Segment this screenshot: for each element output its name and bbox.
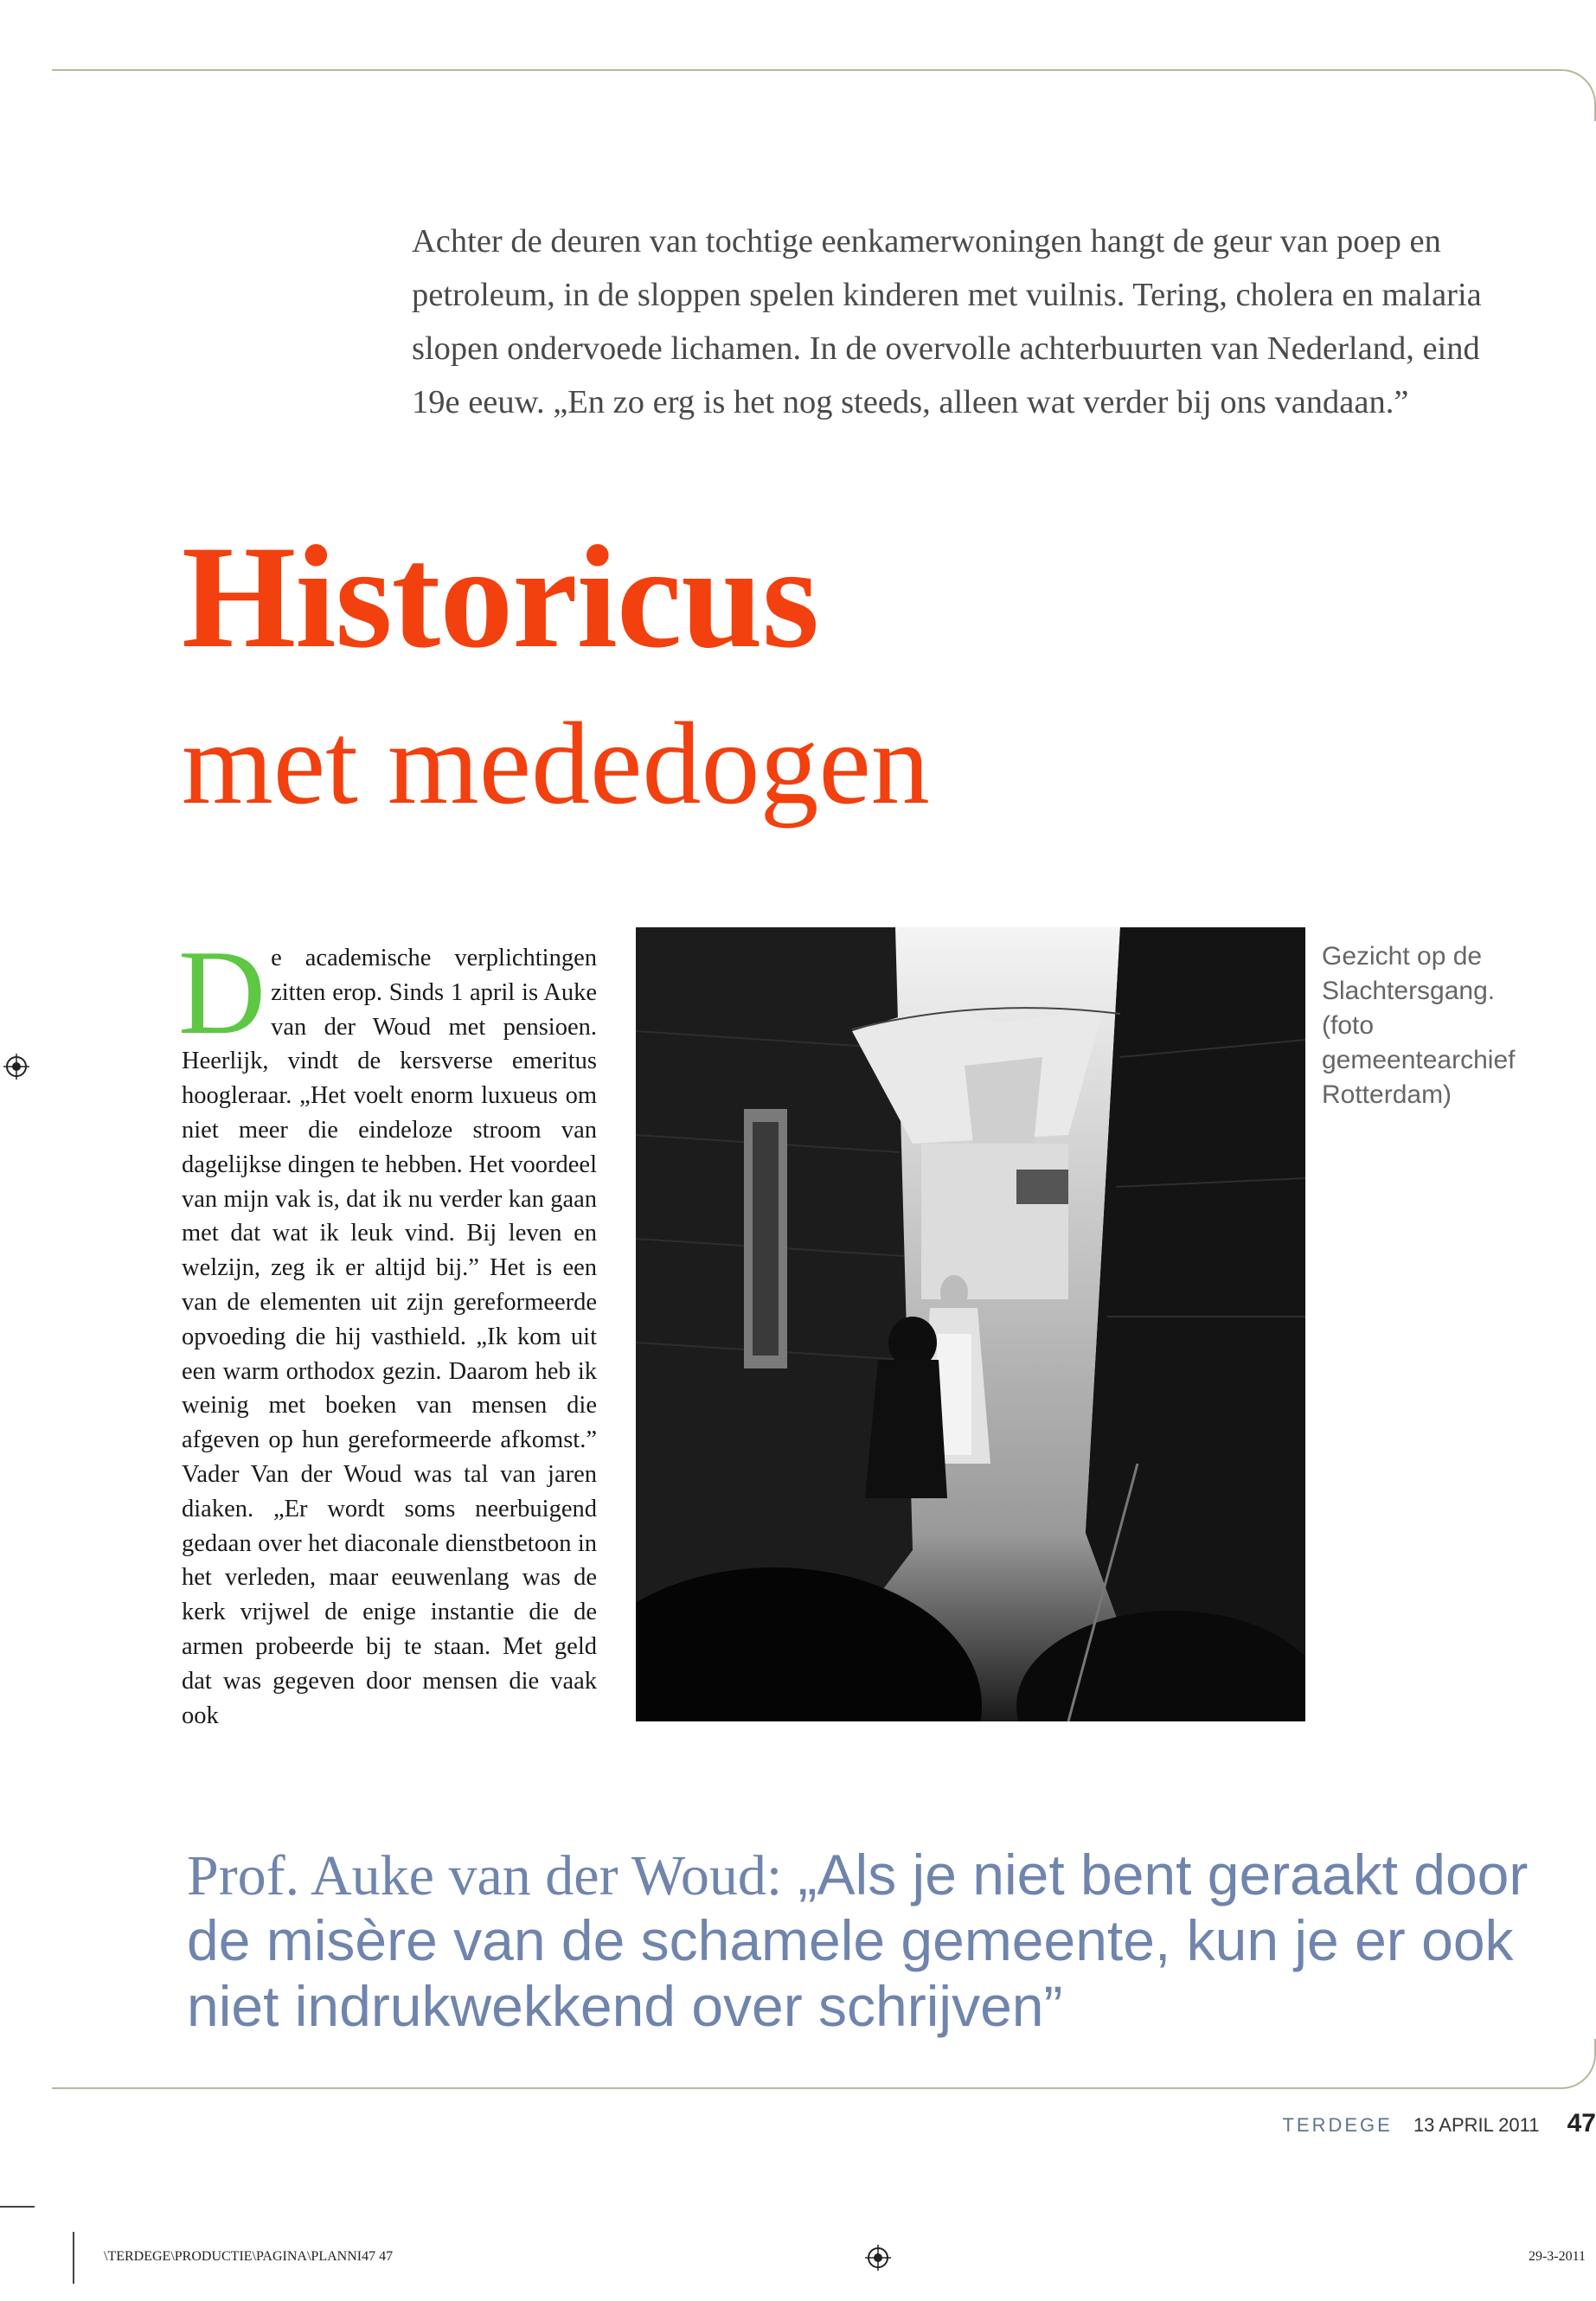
page-number: 47 (1567, 2109, 1596, 2138)
caption-text: Gezicht op de Slachtersgang. (foto gemeentearchief Rotterdam) (1322, 942, 1516, 1109)
issue-date: 13 APRIL 2011 (1413, 2114, 1540, 2136)
alley-photo (636, 927, 1305, 1721)
article-body: e academische verplichtingen zitten erop. Sinds 1 april is Auke van der Woud met pensioen. Heerlijk, vindt de kersverse emeritus hoogleraar. „Het voelt enorm luxueus om niet meer die eindeloze stroom van dagelijkse dingen te hebben. Het voordeel van mijn vak is, dat ik nu verder kan gaan met dat wat ik leuk vind. Bij leven en welzijn, zeg ik er altijd bij.” Het is een van de elementen uit zijn gereformeerde opvoeding die hij vasthield. „Ik kom uit een warm orthodox gezin. Daarom heb ik weinig met boeken van mensen die afgeven op hun gereformeerde afkomst.” Vader Van der Woud was tal van jaren diaken. „Er wordt soms neerbuigend gedaan over het diaconale dienstbetoon in het verleden, maar eeuwenlang was de kerk vrijwel de enige instantie die de armen probeerde bij te staan. Met geld dat was gegeven door mensen die vaak ook (182, 945, 597, 1729)
photo-caption (1322, 939, 1529, 1112)
registration-mark-icon (865, 2245, 891, 2271)
print-slug-date: 29-3-2011 (1528, 2249, 1586, 2264)
crop-mark-vertical (73, 2232, 74, 2284)
print-slug: \TERDEGE\PRODUCTIE\PAGINA\PLANNI47 47 (104, 2249, 394, 2264)
alley-photo-illustration (636, 927, 1305, 1721)
pull-quote-name: Prof. Auke van der Woud: (187, 1844, 783, 1907)
drop-cap: D (178, 926, 266, 1060)
article-column (178, 926, 597, 1733)
page-frame-top (52, 69, 1596, 121)
intro-text: Achter de deuren van tochtige eenkamerwoningen hangt de geur van poep en petroleum, in de sloppen spelen kinderen met vuilnis. Tering, cholera en malaria slopen ondervoede lichamen. In de overvolle achterbuurten van Nederland, eind 19e eeuw. „En zo erg is het nog steeds, alleen wat verder bij ons vandaan.” (412, 223, 1482, 420)
intro-paragraph (412, 215, 1528, 429)
pull-quote (187, 1843, 1536, 2040)
headline-subtitle: met mededogen (182, 699, 930, 829)
page-frame-bottom (52, 2037, 1596, 2089)
page-footer (1282, 2109, 1596, 2144)
crop-mark-horizontal (0, 2206, 35, 2208)
magazine-name: TERDEGE (1282, 2114, 1393, 2136)
headline-title: Historicus (182, 516, 819, 678)
pull-quote-text: „Als je niet bent geraakt door de misère van de schamele gemeente, kun je er ook niet indrukwekkend over schrijven” (187, 1843, 1529, 2038)
registration-mark-icon (3, 1054, 29, 1080)
